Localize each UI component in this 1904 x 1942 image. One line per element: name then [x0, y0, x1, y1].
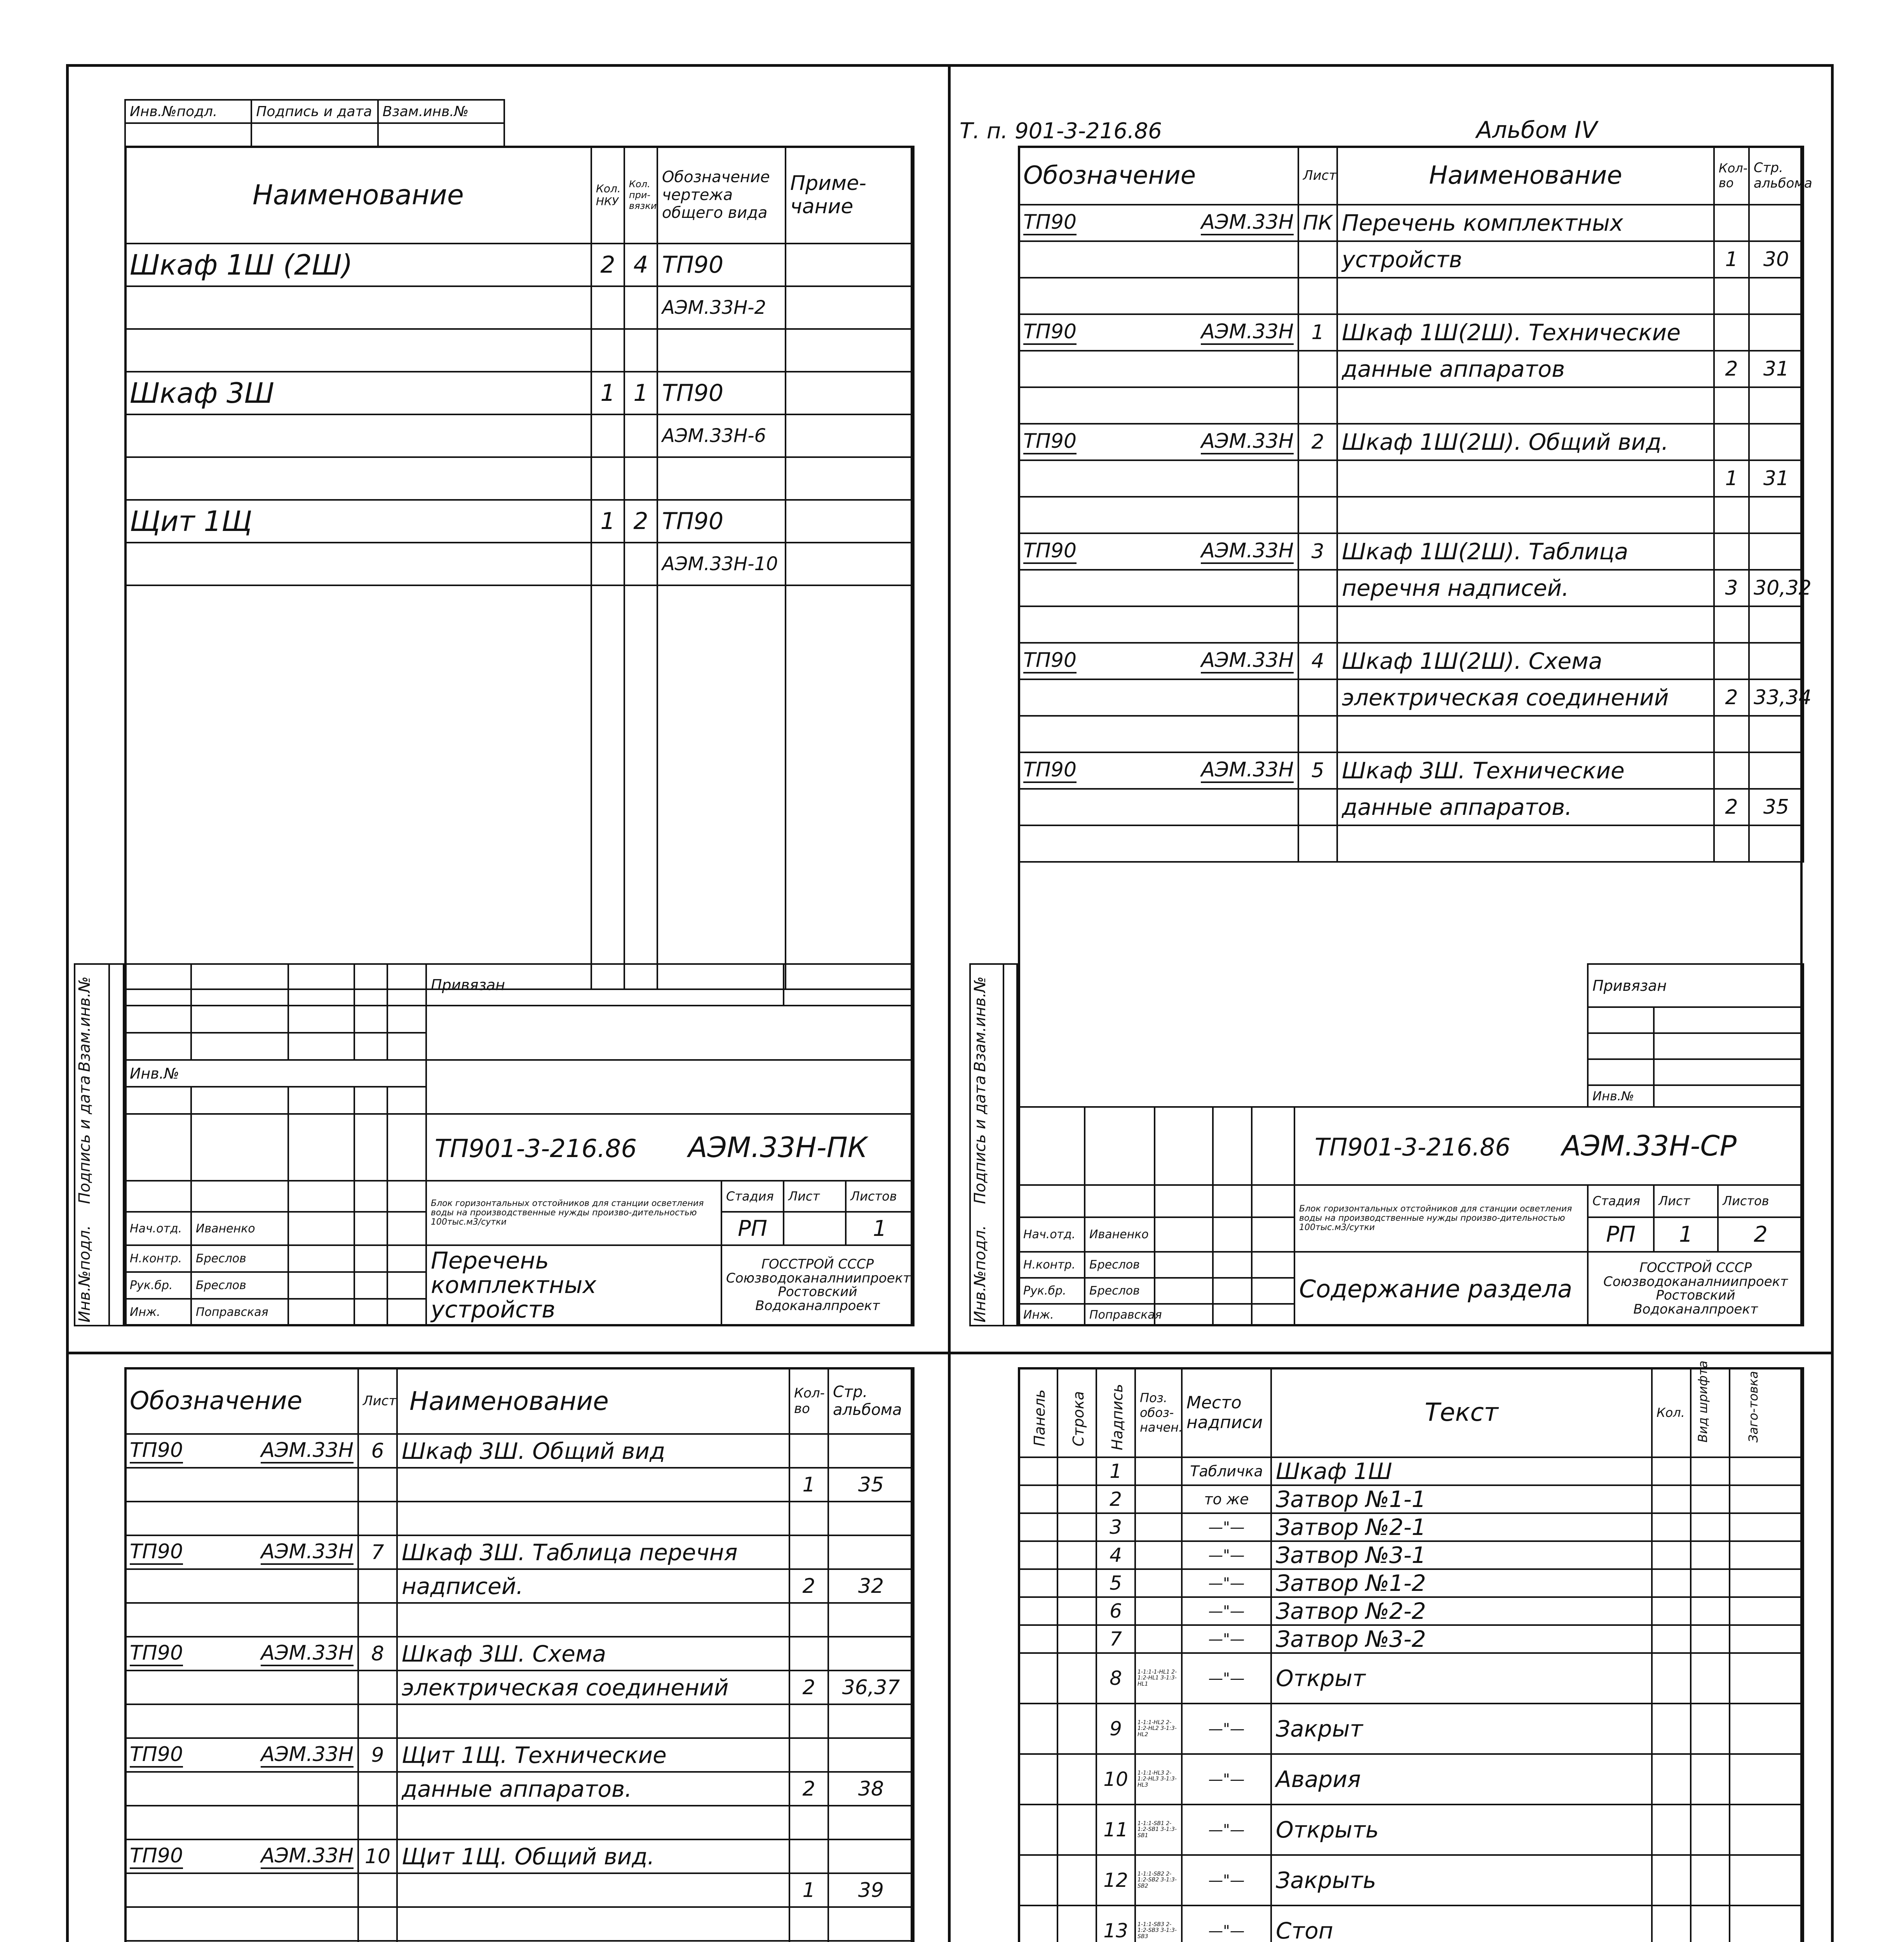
- corner-sign: Подпись и дата: [251, 100, 378, 123]
- table-row: ТП90 АЭМ.33Н 5 Шкаф 3Ш. Технические: [1019, 752, 1803, 789]
- col-header-qty: Кол-во: [789, 1368, 828, 1434]
- table-row: Шкаф 1Ш (2Ш): [125, 244, 591, 286]
- table-row: [125, 1502, 914, 1535]
- col-header-page: Стр. альбома: [828, 1368, 914, 1434]
- col-header-panel: Панель: [1031, 1389, 1048, 1446]
- doc-title: Перечень комплектных устройств: [426, 1245, 721, 1326]
- doc-code: ТП901-3-216.86: [1315, 1133, 1510, 1162]
- table-row: ТП90 АЭМ.33Н 2 Шкаф 1Ш(2Ш). Общий вид.: [1019, 424, 1803, 460]
- doc-title: Содержание раздела: [1294, 1252, 1588, 1326]
- table-row: 6 —"— Затвор №2-2: [1019, 1597, 1803, 1625]
- row-mark: АЭМ.33Н: [261, 1540, 354, 1565]
- s3rows-table: [124, 1433, 915, 1942]
- table-row: 10 1-1:1-HL3 2-1:2-HL3 3-1:3-HL3 —"— Авария: [1019, 1754, 1803, 1805]
- col-header-sheet: Лист: [1298, 146, 1337, 205]
- col-header-designation: Обозначение: [1019, 146, 1298, 205]
- table-row: электрическая соединений 2 36,37: [125, 1671, 914, 1704]
- project-description: Блок горизонтальных отстойников для станции осветления воды на производственные нужды произво-дительностью 100тыс.м3/сутки: [426, 1181, 721, 1245]
- table-row: данные аппаратов 2 31: [1019, 351, 1803, 387]
- row-code: ТП90: [130, 1641, 183, 1666]
- row-mark: АЭМ.33Н: [261, 1844, 354, 1869]
- doc-mark: АЭМ.33Н-ПК: [688, 1131, 868, 1164]
- col-header-note: Приме-чание: [786, 146, 914, 244]
- table-row: 9 1-1:1-HL2 2-1:2-HL2 3-1:3-HL2 —"— Закрыт: [1019, 1704, 1803, 1754]
- col-header-blank: Заго-товка: [1746, 1371, 1761, 1443]
- col-header-text: Текст: [1271, 1368, 1652, 1457]
- table-row: [1019, 606, 1803, 643]
- row-mark: АЭМ.33Н: [261, 1641, 354, 1666]
- table-row: электрическая соединений 2 33,34: [1019, 679, 1803, 716]
- row-code: ТП90: [130, 1743, 183, 1768]
- corner-vzam: Взам.инв.№: [378, 100, 504, 123]
- privyazan-label: Привязан: [1588, 964, 1803, 1007]
- album-label: Альбом IV: [1476, 117, 1597, 144]
- table-row: 7 —"— Затвор №3-2: [1019, 1625, 1803, 1653]
- col-header-qty2: Кол. при-вязки: [624, 146, 657, 244]
- side-stamp-text: Подпись и дата: [971, 1075, 989, 1204]
- table-row: [1019, 716, 1803, 752]
- col-header-sheet: Лист: [358, 1368, 397, 1434]
- side-stamp-text: Инв.№подл.: [971, 1225, 989, 1323]
- row-code: ТП90: [1023, 758, 1077, 783]
- vertical-divider: [948, 64, 951, 1942]
- table-row: [125, 1704, 914, 1738]
- table-row: данные аппаратов. 2 38: [125, 1772, 914, 1806]
- table-row: [125, 1603, 914, 1637]
- inv-label: Инв.№: [1588, 1085, 1654, 1107]
- table-row: [1019, 497, 1803, 533]
- table-row: 8 1-1:1-1-HL1 2-1:2-HL1 3-1:3-HL1 —"— Открыт: [1019, 1653, 1803, 1704]
- organization: ГОССТРОЙ СССР Союзводоканалниипроект Ростовский Водоканалпроект: [1588, 1252, 1803, 1326]
- table-row: 3 —"— Затвор №2-1: [1019, 1513, 1803, 1541]
- top-left-corner-stamp: [124, 99, 505, 147]
- table-row: ТП90 АЭМ.33Н 10 Щит 1Щ. Общий вид.: [125, 1839, 914, 1873]
- col-header-name: Наименование: [397, 1368, 789, 1434]
- table-row: Шкаф 3Ш: [125, 372, 591, 414]
- table-row: надписей. 2 32: [125, 1569, 914, 1603]
- inv-label: Инв.№: [125, 1060, 426, 1087]
- col-header-page: Стр. альбома: [1749, 146, 1803, 205]
- table-row: устройств 1 30: [1019, 241, 1803, 278]
- row-mark: АЭМ.33Н: [1201, 539, 1294, 564]
- table-row: ТП90 АЭМ.33Н 7 Шкаф 3Ш. Таблица перечня: [125, 1535, 914, 1569]
- table-row: 2 то же Затвор №1-1: [1019, 1485, 1803, 1513]
- table-row: ТП90 АЭМ.33Н 9 Щит 1Щ. Технические: [125, 1738, 914, 1772]
- table-row: ТП90 АЭМ.33Н 4 Шкаф 1Ш(2Ш). Схема: [1019, 643, 1803, 679]
- col-header-qty: Кол. НКУ: [591, 146, 624, 244]
- col-header-designation: Обозначение: [125, 1368, 358, 1434]
- table-row: ТП90 АЭМ.33Н ПК Перечень комплектных: [1019, 205, 1803, 241]
- col-header-place: Место надписи: [1182, 1368, 1271, 1457]
- sheet2-title-block: Привязан Инв.№ ТП901-3-216.86 АЭМ.33Н-СР Блок горизонтальных отстойников для станции осветления воды на производственные нужды произво-дительностью 100тыс.м3/сутки Стадия Лист Листов Нач.отд. Иваненко РП 1 2 Н.контр. Бреслов Содержание раздела ГОССТРОЙ СССР Союзводоканалниипроект Ростовский Водоканалпроект Рук.бр. Бреслов Инж. Поправская: [1018, 963, 1804, 1326]
- sheet3-table: [124, 1367, 915, 1435]
- table-row: 1 31: [1019, 460, 1803, 497]
- table-row: [1019, 825, 1803, 862]
- sheet4-rows-table: [1018, 1456, 1804, 1942]
- sheet1-table: Наименование Кол. НКУ Кол. при-вязки Обозначение чертежа общего вида Приме-чание Шкаф 1Ш (2Ш) 2 4 ТП90 АЭМ.33Н-2 Шкаф 3Ш 1 1 ТП90 АЭМ.33Н-6 Щит 1Щ 1 2 ТП90 АЭМ.33Н-10: [124, 146, 915, 990]
- sheet2-table: [1018, 146, 1812, 205]
- col-header-name: Наименование: [125, 146, 591, 244]
- col-header-designation: Обозначение чертежа общего вида: [657, 146, 786, 244]
- table-row: ТП90 АЭМ.33Н 1 Шкаф 1Ш(2Ш). Технические: [1019, 314, 1803, 351]
- table-row: перечня надписей. 3 30,32: [1019, 570, 1803, 606]
- side-stamp-text: Инв.№подл.: [76, 1225, 94, 1323]
- row-mark: АЭМ.33Н: [1201, 430, 1294, 454]
- table-row: 4 —"— Затвор №3-1: [1019, 1541, 1803, 1569]
- table-row: 12 1-1:1-SB2 2-1:2-SB2 3-1:3-SB2 —"— Закрыть: [1019, 1855, 1803, 1905]
- col-header-qty: Кол-во: [1714, 146, 1749, 205]
- row-code: ТП90: [1023, 539, 1077, 564]
- table-row: Щит 1Щ: [125, 500, 591, 543]
- table-row: ТП90 АЭМ.33Н 3 Шкаф 1Ш(2Ш). Таблица: [1019, 533, 1803, 570]
- row-mark: АЭМ.33Н: [261, 1439, 354, 1463]
- table-row: 1 39: [125, 1873, 914, 1907]
- project-description: Блок горизонтальных отстойников для станции осветления воды на производственные нужды произво-дительностью 100тыс.м3/сутки: [1294, 1185, 1588, 1252]
- table-row: данные аппаратов. 2 35: [1019, 789, 1803, 825]
- doc-code: ТП901-3-216.86: [435, 1134, 637, 1163]
- side-stamp-text: Взам.инв.№: [76, 976, 94, 1072]
- table-row: 13 1-1:1-SB3 2-1:2-SB3 3-1:3-SB3 —"— Стоп: [1019, 1905, 1803, 1942]
- privyazan-label: Привязан: [426, 964, 784, 1006]
- row-mark: АЭМ.33Н: [1201, 211, 1294, 235]
- col-header-inscription: Надпись: [1109, 1384, 1126, 1450]
- row-code: ТП90: [1023, 211, 1077, 235]
- col-header-qty: Кол.: [1652, 1368, 1691, 1457]
- row-code: ТП90: [130, 1540, 183, 1565]
- table-row: [125, 1806, 914, 1839]
- table-row: 5 —"— Затвор №1-2: [1019, 1569, 1803, 1597]
- row-code: ТП90: [1023, 430, 1077, 454]
- sheet4-table: [1018, 1360, 1804, 1458]
- row-mark: АЭМ.33Н: [1201, 320, 1294, 345]
- doc-mark: АЭМ.33Н-СР: [1562, 1129, 1737, 1162]
- corner-inv: Инв.№подл.: [125, 100, 251, 123]
- organization: ГОССТРОЙ СССР Союзводоканалниипроект Ростовский Водоканалпроект: [721, 1245, 914, 1326]
- table-row: 1 35: [125, 1468, 914, 1502]
- table-row: ТП90 АЭМ.33Н 6 Шкаф 3Ш. Общий вид: [125, 1434, 914, 1468]
- row-code: ТП90: [1023, 320, 1077, 345]
- side-stamp-text: Подпись и дата: [76, 1075, 94, 1204]
- row-code: ТП90: [130, 1439, 183, 1463]
- row-code: ТП90: [130, 1844, 183, 1869]
- table-row: [1019, 387, 1803, 424]
- col-header-pos: Поз. обоз-начен.: [1135, 1368, 1182, 1457]
- row-mark: АЭМ.33Н: [261, 1743, 354, 1768]
- table-row: 11 1-1:1-SB1 2-1:2-SB1 3-1:3-SB1 —"— Открыть: [1019, 1805, 1803, 1855]
- col-header-name: Наименование: [1337, 146, 1714, 205]
- table-row: 1 Табличка Шкаф 1Ш: [1019, 1457, 1803, 1485]
- table-row: [125, 1907, 914, 1941]
- table-row: [1019, 278, 1803, 314]
- table-row: ТП90 АЭМ.33Н 8 Шкаф 3Ш. Схема: [125, 1637, 914, 1671]
- col-header-row: Строка: [1070, 1391, 1087, 1446]
- series-code: Т. п. 901-3-216.86: [960, 118, 1162, 144]
- s2rows-table: [1018, 204, 1812, 863]
- row-mark: АЭМ.33Н: [1201, 649, 1294, 673]
- row-mark: АЭМ.33Н: [1201, 758, 1294, 783]
- side-stamp-text: Взам.инв.№: [971, 976, 989, 1072]
- col-header-font: Вид шрифта: [1695, 1360, 1710, 1443]
- sheet1-title-block: Привязан Инв.№ ТП901-3-216.86 АЭМ.33Н-ПК Блок горизонтальных отстойников для станции осветления воды на производственные нужды произво-дительностью 100тыс.м3/сутки Стадия Лист Листов Нач.отд. Иваненко РП 1 Н.контр. Бреслов Перечень комплектных устройств ГОССТРОЙ СССР Союзводоканалниипроект Ростовский Водоканалпроект Рук.бр. Бреслов Инж. Поправская: [124, 963, 915, 1326]
- row-code: ТП90: [1023, 649, 1077, 673]
